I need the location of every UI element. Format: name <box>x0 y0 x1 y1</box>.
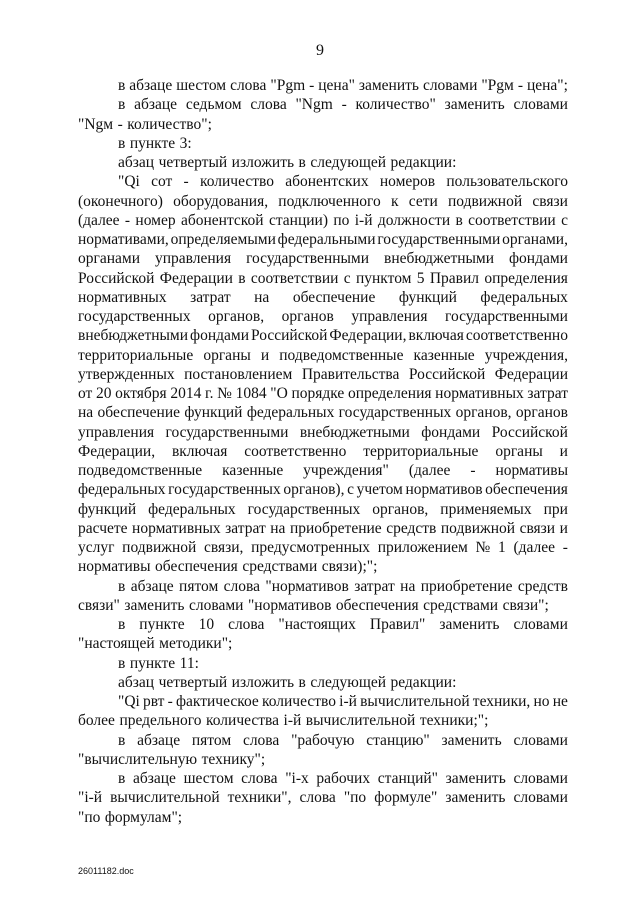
word: территориальные <box>78 346 194 364</box>
word: нормативных <box>435 385 524 402</box>
word: словами <box>513 96 568 114</box>
word: техники, <box>472 693 531 710</box>
word: фондами <box>421 423 481 441</box>
word: функций <box>398 288 457 306</box>
word: применяемых <box>440 500 532 518</box>
text-line <box>78 403 568 422</box>
word: органов), <box>283 481 345 499</box>
word: абзаце <box>137 731 181 749</box>
word: от <box>78 385 93 402</box>
word: словами <box>513 731 568 749</box>
word: определяемыми <box>170 231 276 248</box>
word: изложить <box>231 154 295 171</box>
word: 3: <box>179 134 192 152</box>
word: заменить <box>445 770 506 787</box>
word: количества <box>206 712 280 730</box>
page-number: 9 <box>316 42 324 59</box>
word: государственных <box>168 481 281 499</box>
text-line <box>78 788 568 807</box>
word: - <box>470 462 476 479</box>
word: внебюджетными <box>299 423 410 441</box>
text-line <box>78 615 568 634</box>
word: станции) <box>268 211 329 229</box>
text-line <box>78 577 568 596</box>
text-line <box>78 808 568 827</box>
text-line <box>78 731 568 750</box>
text-line <box>78 269 568 288</box>
word: управления <box>154 250 232 268</box>
word: соответствии <box>250 269 339 287</box>
word: при <box>543 500 568 518</box>
word: в <box>118 77 126 94</box>
word: четвертый <box>158 154 228 171</box>
word: средствами <box>242 558 318 576</box>
word: соответственно <box>465 327 568 345</box>
word: пункте <box>129 654 176 672</box>
word: Федерации, <box>329 327 407 345</box>
word: к <box>391 192 399 210</box>
word: функций <box>184 404 243 422</box>
word: государственными <box>445 308 568 325</box>
word: определения <box>484 269 568 287</box>
word: техники", <box>227 789 292 807</box>
word: абзац <box>118 154 155 171</box>
word: сот <box>151 173 173 191</box>
word: в <box>238 269 246 287</box>
word: постановлением <box>184 365 293 383</box>
word: органов, <box>455 404 512 422</box>
word: "настоящей <box>78 635 155 653</box>
word: слова <box>242 731 280 749</box>
word: станцию" <box>366 731 430 749</box>
word: "вычислительную <box>78 750 198 768</box>
word: слова <box>228 616 265 633</box>
word: шестом <box>176 77 227 94</box>
word: обеспечения <box>335 596 419 614</box>
word: в <box>118 654 126 672</box>
word: редакции: <box>390 673 457 691</box>
word: техники;"; <box>419 712 489 730</box>
word: редакции: <box>390 154 457 171</box>
text-line <box>78 326 568 345</box>
word: федеральных <box>246 404 335 422</box>
word: в <box>118 616 126 633</box>
word: федеральными <box>277 231 376 248</box>
text-line <box>78 115 568 134</box>
word: "i-й <box>78 789 103 807</box>
text-line <box>78 423 568 442</box>
word: количество"; <box>127 115 212 133</box>
body-text <box>78 76 568 827</box>
word: словами <box>513 770 568 787</box>
text-line <box>78 480 568 499</box>
text-line <box>78 596 568 615</box>
word: обеспечения <box>485 481 568 499</box>
word: - <box>183 173 189 191</box>
word: 11: <box>179 654 199 672</box>
word: с <box>347 481 354 499</box>
word: определения <box>347 385 432 402</box>
word: Российской <box>251 327 328 345</box>
word: "нормативов <box>265 577 349 595</box>
word: затрат <box>354 577 395 595</box>
text-line <box>78 384 568 403</box>
word: государственными <box>165 423 289 441</box>
word: внебюджетными <box>384 250 495 268</box>
word: изложить <box>231 673 295 691</box>
word: предусмотренных <box>251 539 371 556</box>
text-line <box>78 750 568 769</box>
word: и <box>260 346 270 364</box>
text-line <box>78 538 568 557</box>
word: сети <box>408 192 438 210</box>
word: рвт <box>143 693 165 710</box>
word: подведомственные <box>78 462 203 479</box>
word: количество <box>199 173 274 191</box>
word: фондами <box>190 327 249 345</box>
word: абзаце <box>130 577 174 595</box>
text-line <box>78 634 568 653</box>
word: подключенного <box>278 192 381 210</box>
word: федеральных <box>78 481 166 499</box>
word: государственными <box>377 231 501 248</box>
word: (далее <box>78 211 120 229</box>
word: заменить <box>439 616 500 633</box>
word: нормативных <box>132 519 221 537</box>
text-line <box>78 307 568 326</box>
word: i-й <box>283 712 302 730</box>
word: органов, <box>208 308 265 325</box>
word: в <box>118 577 126 595</box>
word: нормативы <box>495 462 568 479</box>
word: в <box>118 731 126 749</box>
word: федеральных <box>148 500 236 518</box>
word: цена"; <box>526 77 568 94</box>
word: номеров <box>379 173 436 191</box>
word: (далее <box>408 462 451 479</box>
word: казенные <box>222 462 284 479</box>
text-line <box>78 711 568 730</box>
word: соответственно <box>244 442 347 460</box>
text-line <box>78 500 568 519</box>
word: заменить <box>441 731 502 749</box>
word: "Pgм <box>481 77 514 94</box>
word: номер <box>135 211 176 229</box>
word: - <box>124 211 131 229</box>
text-line <box>78 192 568 211</box>
word: управления <box>351 308 428 325</box>
word: слова <box>250 96 287 114</box>
word: слова <box>230 77 267 94</box>
word: казенные <box>413 346 475 364</box>
word: на <box>400 577 416 595</box>
word: 5 <box>416 269 425 287</box>
word: абзац <box>118 673 155 691</box>
word: Правил" <box>369 616 426 633</box>
word: цена" <box>318 77 355 94</box>
word: (оконечного) <box>78 192 163 210</box>
text-line <box>78 519 568 538</box>
word: органов <box>515 404 568 422</box>
word: - <box>341 96 347 114</box>
word: i-й <box>339 693 357 710</box>
word: связи" <box>78 596 120 614</box>
word: заменить <box>124 596 185 614</box>
word: Правительства <box>301 365 400 383</box>
word: подвижной <box>122 539 197 556</box>
word: "О <box>270 385 288 402</box>
word: абзаце <box>132 770 176 787</box>
word: словами <box>422 77 478 94</box>
word: включая <box>171 442 228 460</box>
word: фактическое <box>175 693 259 710</box>
word: затрат <box>190 288 231 306</box>
text-line <box>78 461 568 480</box>
word: приложением <box>377 539 468 556</box>
word: нормативных <box>78 288 167 306</box>
word: связи, <box>204 539 244 556</box>
word: Федерации <box>159 269 233 287</box>
word: внебюджетными <box>78 327 189 345</box>
word: включая <box>408 327 464 345</box>
word: территориальные <box>363 442 479 460</box>
word: оборудования, <box>173 192 269 210</box>
footer-filename: 26011182.doc <box>78 866 134 876</box>
word: средств <box>386 519 437 537</box>
word: пунктом <box>355 269 412 287</box>
word: в <box>298 673 306 691</box>
word: слова <box>241 770 278 787</box>
word: следующей <box>310 154 386 171</box>
word: "Pgm <box>270 77 306 94</box>
word: на <box>254 288 270 306</box>
word: заменить <box>358 77 419 94</box>
word: связи);"; <box>321 558 378 576</box>
word: 10 <box>198 616 215 633</box>
word: "по <box>78 808 101 826</box>
word: управления <box>78 423 155 441</box>
word: органы <box>203 346 251 364</box>
word: функций <box>78 500 137 518</box>
word: следующей <box>310 673 386 691</box>
word: связи"; <box>502 596 549 614</box>
word: связи <box>519 519 556 537</box>
word: шестом <box>183 770 234 787</box>
word: заменить <box>445 789 506 807</box>
text-line <box>78 249 568 268</box>
word: Правил <box>429 269 480 287</box>
text-line <box>78 230 568 249</box>
word: на <box>270 519 286 537</box>
word: 1084 <box>235 385 267 402</box>
word: органов, <box>372 500 429 518</box>
text-line <box>78 211 568 230</box>
word: 2014 <box>170 385 202 402</box>
text-line <box>78 557 568 576</box>
word: г. <box>205 385 214 402</box>
word: подвижной <box>448 192 523 210</box>
word: с <box>343 269 351 287</box>
word: органов <box>281 308 334 325</box>
word: в <box>455 211 463 229</box>
word: государственными <box>246 250 370 268</box>
word: Федерации, <box>78 442 156 460</box>
word: государственных <box>338 404 452 422</box>
word: "нормативов <box>247 596 332 614</box>
word: i-й <box>354 211 373 229</box>
word: "i-х <box>285 770 309 787</box>
word: соответствии <box>468 211 556 229</box>
word: абонентской <box>180 211 264 229</box>
word: технику"; <box>201 750 266 768</box>
word: утвержденных <box>78 365 175 383</box>
word: приобретение <box>289 519 382 537</box>
word: седьмом <box>185 96 242 114</box>
word: Российской <box>491 423 568 441</box>
word: в <box>118 134 126 152</box>
word: обеспечение <box>292 288 376 306</box>
word: вычислительной <box>110 789 220 807</box>
text-line <box>78 288 568 307</box>
word: абзаце <box>134 96 178 114</box>
word: услуг <box>78 539 115 556</box>
word: (далее <box>513 539 556 556</box>
word: федеральных <box>480 288 568 306</box>
word: количество <box>261 693 336 710</box>
word: рабочих <box>316 770 371 787</box>
word: подведомственные <box>279 346 404 364</box>
word: словами <box>513 616 568 633</box>
word: слова <box>299 789 336 807</box>
word: Федерации <box>494 365 568 383</box>
word: и <box>559 442 568 460</box>
word: учреждения" <box>303 462 389 479</box>
word: заменить <box>444 96 505 114</box>
word: порядке <box>291 385 345 402</box>
word: органы <box>495 442 543 460</box>
word: нормативами, <box>78 231 169 248</box>
word: нормативы <box>78 558 151 576</box>
word: должности <box>377 211 451 229</box>
word: приобретение <box>420 577 513 595</box>
word: "Ngм <box>78 115 114 133</box>
word: государственных <box>247 500 361 518</box>
word: пункте <box>129 134 176 152</box>
word: более <box>78 712 115 730</box>
word: в <box>118 96 126 114</box>
word: станций" <box>377 770 438 787</box>
word: "Qi <box>118 173 140 191</box>
word: обеспечения <box>155 558 238 576</box>
word: органами <box>78 250 141 268</box>
word: 20 <box>95 385 112 402</box>
word: - <box>517 77 523 94</box>
word: четвертый <box>158 673 228 691</box>
word: словами <box>189 596 244 614</box>
word: - <box>117 115 123 133</box>
word: "настоящих <box>278 616 356 633</box>
word: абонентских <box>285 173 369 191</box>
word: формулам"; <box>104 808 183 826</box>
text-line <box>78 134 568 153</box>
word: № <box>217 385 232 402</box>
word: - <box>309 77 315 94</box>
text-line <box>78 76 568 95</box>
word: обеспечение <box>97 404 181 422</box>
word: фондами <box>509 250 568 268</box>
word: подвижной <box>440 519 516 537</box>
text-line <box>78 153 568 172</box>
word: на <box>78 404 94 422</box>
word: пятом <box>191 731 232 749</box>
word: органами, <box>502 231 568 248</box>
word: словами <box>513 789 568 807</box>
word: учетом <box>356 481 403 499</box>
word: затрат <box>527 385 568 402</box>
word: вычислительной <box>305 712 416 730</box>
word: абзаце <box>129 77 173 94</box>
word: и <box>559 519 568 537</box>
text-line <box>78 172 568 191</box>
word: 1 <box>498 539 506 556</box>
word: не <box>552 693 568 710</box>
word: расчете <box>78 519 128 537</box>
word: пятом <box>179 577 219 595</box>
word: средств <box>517 577 568 595</box>
word: с <box>561 211 568 229</box>
text-line <box>78 654 568 673</box>
text-line <box>78 346 568 365</box>
text-line <box>78 769 568 788</box>
word: в <box>118 770 126 787</box>
word: пользовательского <box>446 173 568 191</box>
word: количество" <box>355 96 436 114</box>
word: - <box>562 539 568 556</box>
word: - <box>167 693 173 710</box>
word: слова <box>223 577 261 595</box>
word: затрат <box>225 519 266 537</box>
word: пункте <box>139 616 185 633</box>
word: октября <box>115 385 167 402</box>
text-line <box>78 442 568 461</box>
text-line <box>78 692 568 711</box>
word: по <box>333 211 350 229</box>
word: предельного <box>119 712 202 730</box>
word: "Ngm <box>295 96 333 114</box>
word: № <box>475 539 491 556</box>
word: формуле" <box>374 789 438 807</box>
word: средствами <box>423 596 499 614</box>
word: "Qi <box>118 693 140 710</box>
word: государственных <box>78 308 191 325</box>
word: вычислительной <box>360 693 470 710</box>
word: "рабочую <box>291 731 355 749</box>
word: связи <box>532 192 568 210</box>
word: в <box>298 154 306 171</box>
text-line <box>78 365 568 384</box>
word: Российской <box>408 365 486 383</box>
text-line <box>78 95 568 114</box>
word: "по <box>343 789 367 807</box>
text-line <box>78 673 568 692</box>
word: учреждения, <box>484 346 568 364</box>
word: нормативов <box>405 481 483 499</box>
word: Российской <box>78 269 155 287</box>
word: но <box>533 693 550 710</box>
word: методики"; <box>159 635 233 653</box>
